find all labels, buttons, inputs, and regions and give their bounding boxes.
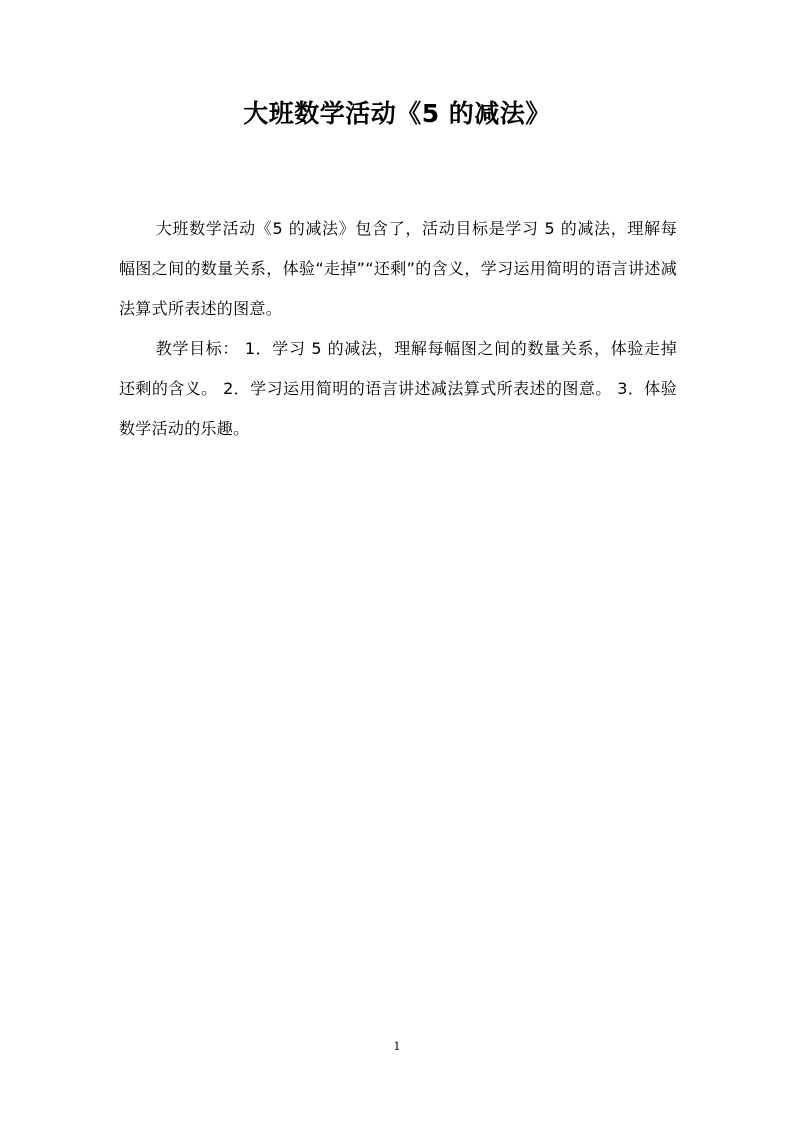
page-number: 1 bbox=[393, 1040, 401, 1053]
document-title: 大班数学活动《5 的减法》 bbox=[243, 99, 551, 128]
paragraph-intro: 大班数学活动《5 的减法》包含了，活动目标是学习 5 的减法，理解每幅图之间的数量关系，体验“走掉”“还剩”的含义，学习运用简明的语言讲述减法算式所表述的图意。 bbox=[119, 219, 677, 318]
paragraph-objectives: 教学目标： 1．学习 5 的减法，理解每幅图之间的数量关系，体验走掉还剩的含义。 2．学习运用简明的语言讲述减法算式所表述的图意。 3．体验数学活动的乐趣。 bbox=[119, 339, 677, 438]
document-body bbox=[119, 209, 677, 449]
